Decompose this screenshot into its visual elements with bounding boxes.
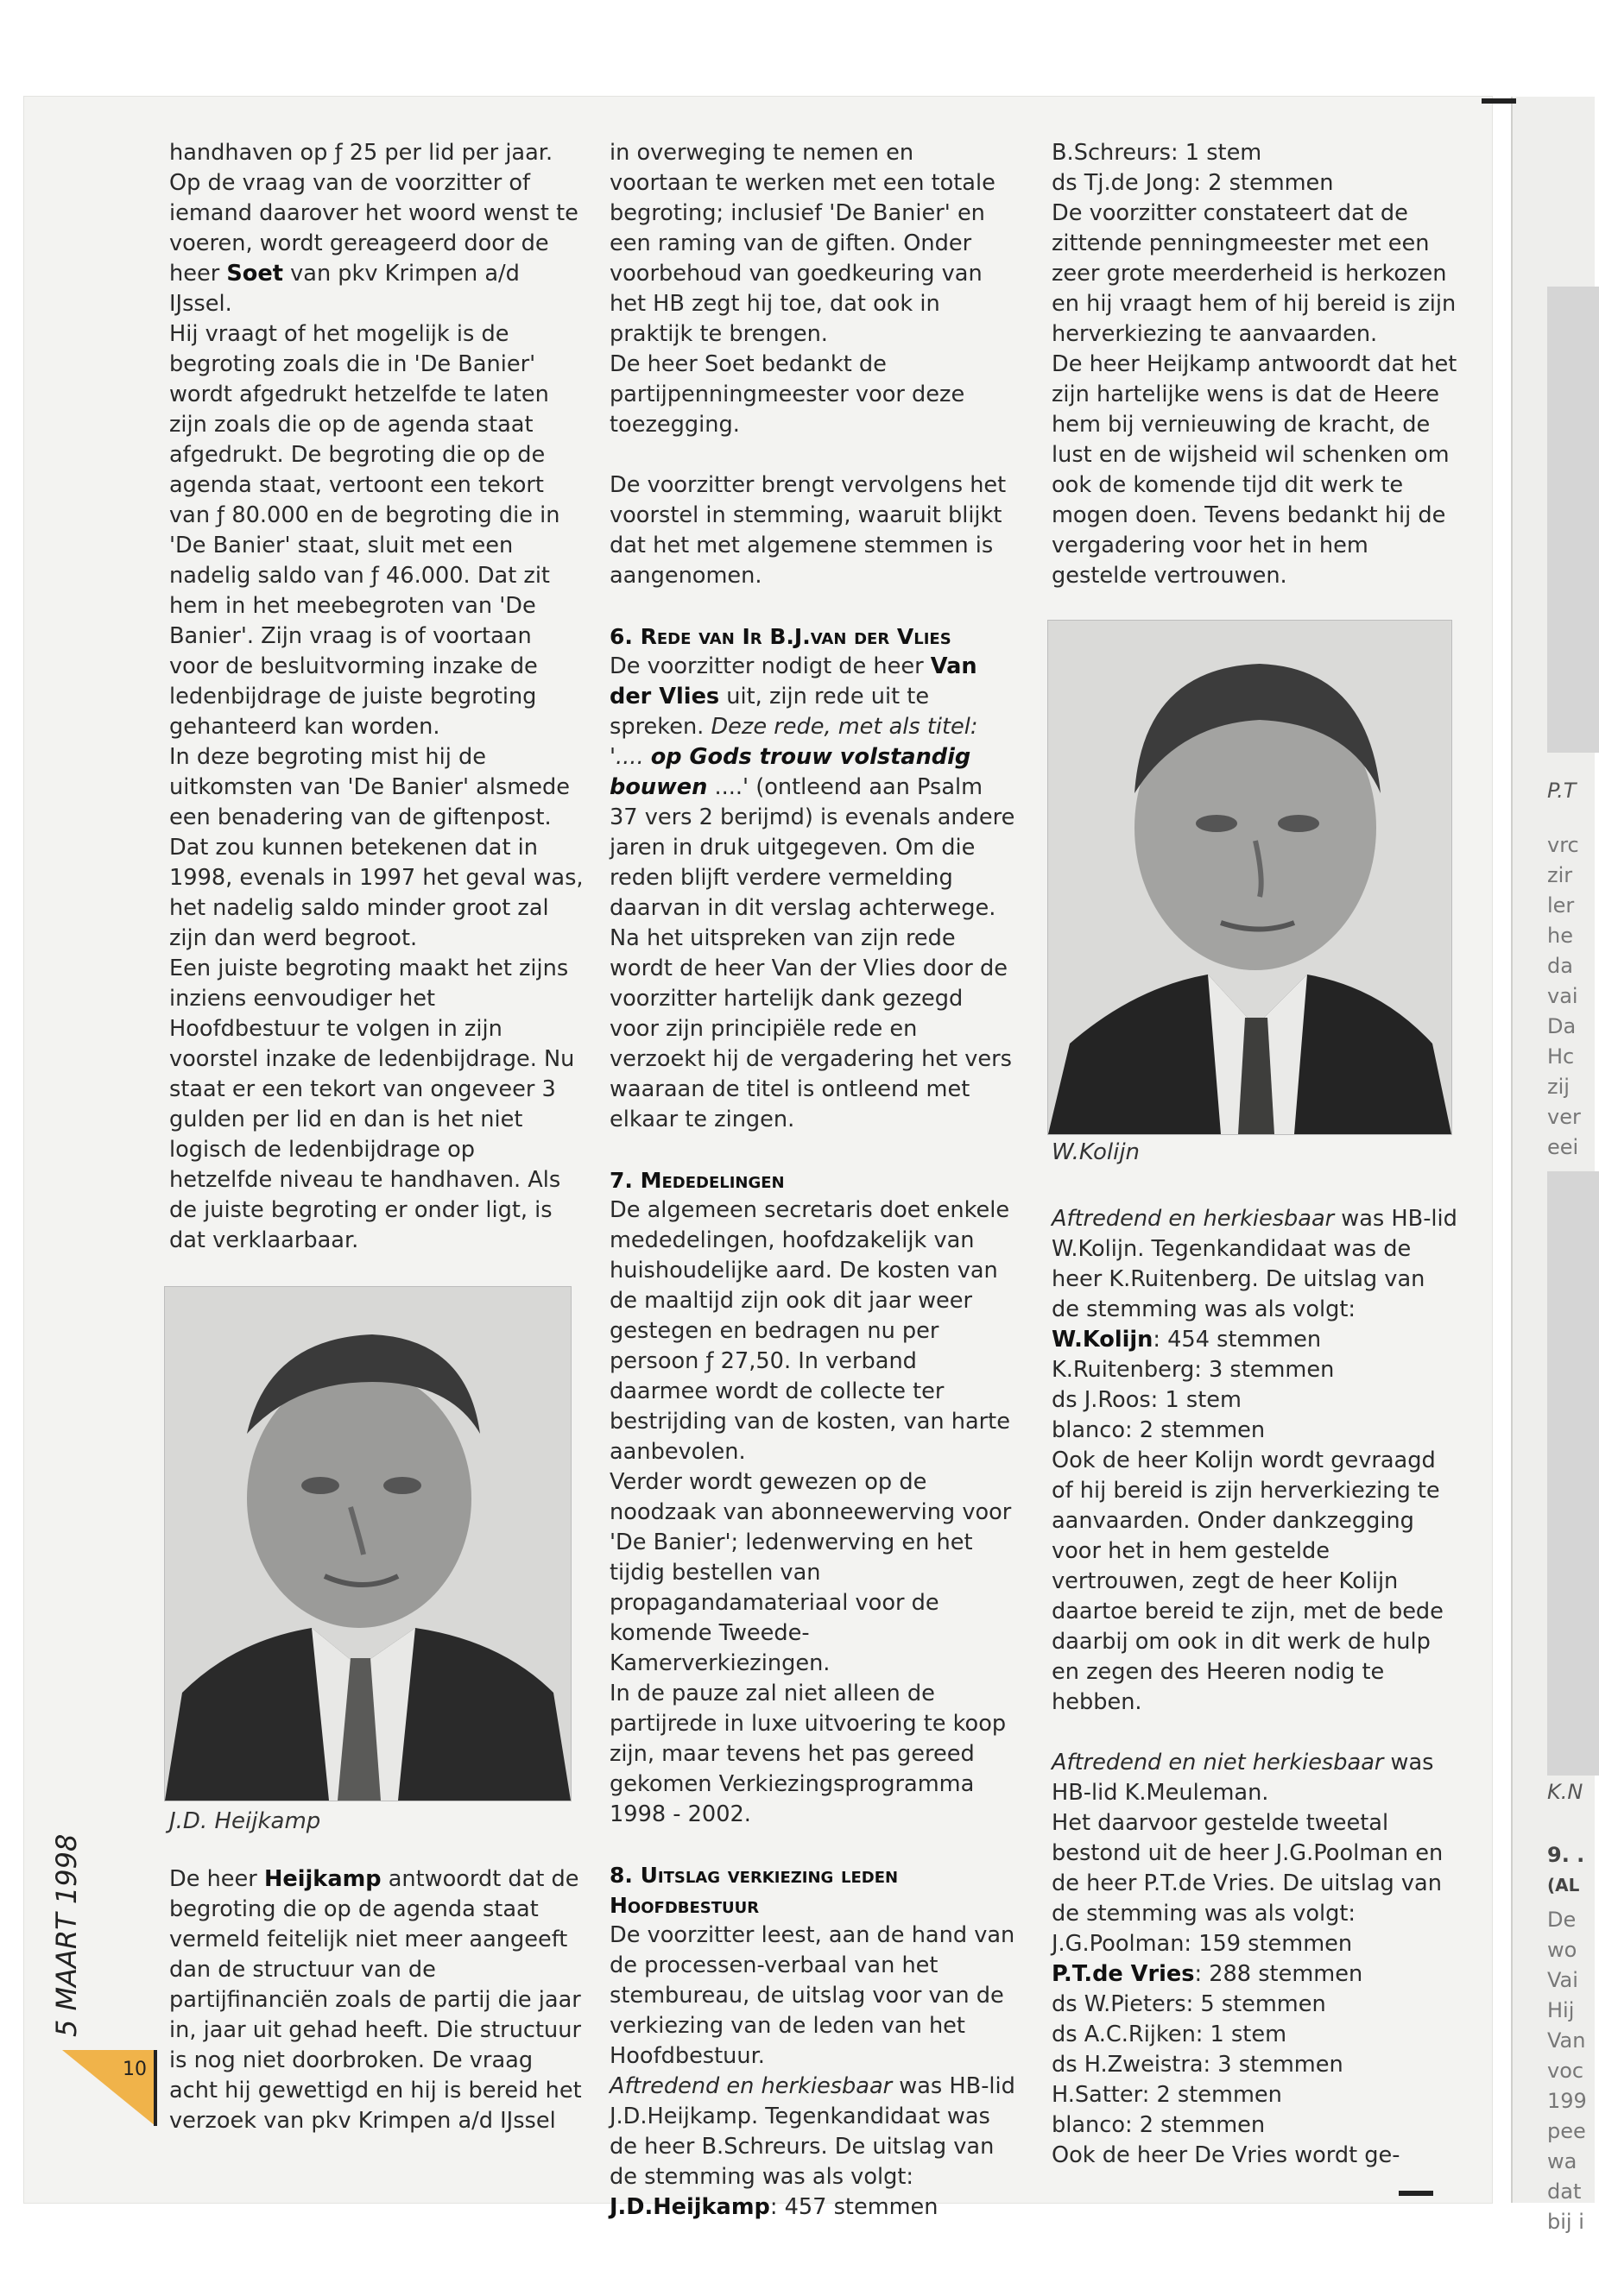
vote-result: J.G.Poolman: 159 stemmen: [1052, 1931, 1353, 1957]
paragraph: De voorzitter constateert dat de zittende penningmeester met een zeer grote meerderheid is herkozen en hij vraagt hem of hij bereid is zijn herverkiezing te aanvaarden.: [1052, 200, 1457, 347]
section-heading: 8. Uitslag verkiezing leden Hoofdbestuur: [610, 1863, 899, 1918]
next-page-text-fragment: Vai: [1547, 1968, 1578, 1992]
paragraph: Ook de heer Kolijn wordt gevraagd of hij bereid is zijn herverkiezing te aanvaarden. Onder dankzegging voor het in hem gestelde vertrouwen, zegt de heer Kolijn daartoe bereid te zijn, met de bede daarbij om ook in dit werk de hulp en zegen des Heeren nodig te hebben.: [1052, 1448, 1444, 1715]
paragraph: De algemeen secretaris doet enkele mededelingen, hoofdzakelijk van huishoudelijke aard. De kosten van de maaltijd zijn ook dit jaar weer gestegen en bedragen nu per persoon ƒ 27,50. In verband daarmee wordt de collecte ter bestrijding van de kosten, van harte aanbevolen.: [610, 1197, 1010, 1465]
text-column-1-bottom: [169, 1864, 584, 2136]
next-page-heading: 9. .: [1547, 1843, 1585, 1867]
issue-date: 5 MAART 1998: [50, 1833, 83, 2037]
next-page-text-fragment: De: [1547, 1908, 1577, 1932]
vote-result: B.Schreurs: 1 stem: [1052, 140, 1262, 166]
next-page-text-fragment: he: [1547, 924, 1573, 948]
portrait-photo-kolijn: [1047, 620, 1452, 1135]
vote-result: blanco: 2 stemmen: [1052, 1417, 1266, 1443]
paragraph: De heer Heijkamp antwoordt dat het zijn hartelijke wens is dat de Heere hem bij vernieuwing de kracht, de lust en de wijsheid wil schenken om ook de komende tijd dit werk te mogen doen. Tevens bedankt hij de vergadering voor het in hem gestelde vertrouwen.: [1052, 351, 1457, 589]
next-page-text-fragment: zir: [1547, 863, 1573, 887]
crop-mark: [1399, 2191, 1433, 2196]
text-column-1: [169, 138, 584, 1256]
photo-caption: J.D. Heijkamp: [169, 1808, 321, 1834]
vote-result: W.Kolijn: 454 stemmen: [1052, 1327, 1322, 1353]
paragraph: Een juiste begroting maakt het zijns inziens eenvoudiger het Hoofdbestuur te volgen in zijn voorstel inzake de ledenbijdrage. Nu staat er een tekort van ongeveer 3 gulden per lid en dan is het niet logisch de ledenbijdrage op hetzelfde niveau te handhaven. Als de juiste begroting er onder ligt, is dat verklaarbaar.: [169, 956, 575, 1253]
next-page-text-fragment: wa: [1547, 2149, 1577, 2173]
text-column-2: [610, 138, 1015, 2223]
next-page-text-fragment: Hij: [1547, 1998, 1575, 2022]
paragraph: In de pauze zal niet alleen de partijrede in luxe uitvoering te koop zijn, maar tevens het pas gereed gekomen Verkiezingsprogramma 1998 - 2002.: [610, 1681, 1007, 1827]
next-page-text-fragment: 199: [1547, 2089, 1587, 2113]
paragraph: De voorzitter nodigt de heer Van der Vlies uit, zijn rede uit te spreken. Deze rede, met als titel: '.... op Gods trouw volstandig bouwen ....' (ontleend aan Psalm 37 vers 2 berijmd) is evenals andere jaren in druk uitgegeven. Om die reden blijft verdere vermelding daarvan in dit verslag achterwege.: [610, 653, 1015, 921]
paragraph: handhaven op ƒ 25 per lid per jaar. Op de vraag van de voorzitter of iemand daarover het woord wenst te voeren, wordt gereageerd door de heer Soet van pkv Krimpen a/d IJssel.: [169, 140, 578, 317]
paragraph: Na het uitspreken van zijn rede wordt de heer Van der Vlies door de voorzitter hartelijk dank gezegd voor zijn principiële rede en verzoekt hij de vergadering het vers waaraan de titel is ontleend met elkaar te zingen.: [610, 925, 1012, 1132]
next-page-text-fragment: zij: [1547, 1075, 1570, 1099]
next-page-text-fragment: bij i: [1547, 2210, 1584, 2234]
crop-mark: [1482, 98, 1516, 104]
next-page-text-fragment: vrc: [1547, 833, 1579, 857]
next-page-text-fragment: Da: [1547, 1014, 1577, 1038]
paragraph: Aftredend en niet herkiesbaar was HB-lid K.Meuleman.: [1052, 1750, 1434, 1806]
vote-result: blanco: 2 stemmen: [1052, 2112, 1266, 2138]
text-column-3: [1052, 138, 1457, 591]
paragraph: Aftredend en herkiesbaar was HB-lid J.D.Heijkamp. Tegenkandidaat was de heer B.Schreurs. De uitslag van de stemming was als volgt:: [610, 2073, 1015, 2190]
next-page-photo: [1547, 1171, 1599, 1776]
photo-caption: W.Kolijn: [1052, 1139, 1141, 1165]
vote-result: ds J.Roos: 1 stem: [1052, 1387, 1242, 1413]
paragraph: Hij vraagt of het mogelijk is de begroting zoals die in 'De Banier' wordt afgedrukt hetzelfde te laten zijn zoals die op de agenda staat afgedrukt. De begroting die op de agenda staat, vertoont een tekort van ƒ 80.000 en de begroting die in 'De Banier' staat, sluit met een nadelig saldo van ƒ 46.000. Dat zit hem in het meebegroten van 'De Banier'. Zijn vraag is of voortaan voor de besluitvorming inzake de ledenbijdrage de juiste begroting gehanteerd kan worden.: [169, 321, 560, 740]
speaker-name: Heijkamp: [263, 1866, 382, 1892]
vote-result: ds W.Pieters: 5 stemmen: [1052, 1991, 1326, 2017]
paragraph: Verder wordt gewezen op de noodzaak van abonneewerving voor 'De Banier'; ledenwerving en het tijdig bestellen van propagandamateriaal voor de komende Tweede-Kamerverkiezingen.: [610, 1469, 1012, 1676]
paragraph: Het daarvoor gestelde tweetal bestond uit de heer J.G.Poolman en de heer P.T.de Vries. De uitslag van de stemming was als volgt:: [1052, 1810, 1444, 1927]
next-page-text-fragment: eei: [1547, 1135, 1579, 1159]
vote-result: ds Tj.de Jong: 2 stemmen: [1052, 170, 1334, 196]
vote-result: ds H.Zweistra: 3 stemmen: [1052, 2052, 1343, 2078]
speaker-name: Soet: [226, 261, 283, 287]
vote-result: P.T.de Vries: 288 stemmen: [1052, 1961, 1363, 1987]
speech-title: op Gods trouw volstandig bouwen: [610, 744, 971, 800]
next-page-text-fragment: vai: [1547, 984, 1578, 1008]
vote-result: ds A.C.Rijken: 1 stem: [1052, 2022, 1287, 2047]
paragraph: in overweging te nemen en voortaan te werken met een totale begroting; inclusief 'De Banier' en een raming van de giften. Onder voorbehoud van goedkeuring van het HB zegt hij toe, dat ook in praktijk te brengen.: [610, 140, 995, 347]
paragraph: De heer Heijkamp antwoordt dat de begroting die op de agenda staat vermeld feitelijk niet meer aangeeft dan de structuur van de partijfinanciën zoals de partij die jaar in, jaar uit gehad heeft. Die structuur is nog niet doorbroken. De vraag acht hij gewettigd en hij is bereid het verzoek van pkv Krimpen a/d IJssel: [169, 1866, 582, 2134]
next-page-text-fragment: dat: [1547, 2179, 1582, 2204]
next-page-text-fragment: voc: [1547, 2059, 1584, 2083]
next-page-text-fragment: pee: [1547, 2119, 1586, 2143]
next-page-text-fragment: Hc: [1547, 1044, 1575, 1069]
next-page-text-fragment: Van: [1547, 2028, 1586, 2053]
section-heading: 7. Mededelingen: [610, 1168, 785, 1193]
next-page-edge: [1511, 97, 1595, 2234]
vote-result: J.D.Heijkamp: 457 stemmen: [610, 2194, 939, 2220]
page-number: 10: [123, 2059, 147, 2080]
paragraph: De voorzitter brengt vervolgens het voorstel in stemming, waaruit blijkt dat het met algemene stemmen is aangenomen.: [610, 472, 1007, 589]
next-page-text-fragment: ver: [1547, 1105, 1581, 1129]
next-page-text-fragment: wo: [1547, 1938, 1577, 1962]
next-page-text-fragment: da: [1547, 954, 1573, 978]
text-column-3-bottom: [1052, 1204, 1457, 2171]
paragraph: In deze begroting mist hij de uitkomsten van 'De Banier' alsmede een benadering van de giftenpost. Dat zou kunnen betekenen dat in 1998, evenals in 1997 het geval was, het nadelig saldo minder groot zal zijn dan werd begroot.: [169, 744, 584, 951]
paragraph: Ook de heer De Vries wordt ge-: [1052, 2142, 1400, 2168]
next-page-photo: [1547, 287, 1599, 753]
paragraph: Aftredend en herkiesbaar was HB-lid W.Kolijn. Tegenkandidaat was de heer K.Ruitenberg. De uitslag van de stemming was als volgt:: [1052, 1206, 1457, 1322]
next-page-subheading: (AL: [1547, 1875, 1580, 1895]
paragraph: De voorzitter leest, aan de hand van de processen-verbaal van het stembureau, de uitslag voor van de verkiezing van de leden van het Hoofdbestuur.: [610, 1922, 1015, 2069]
vote-result: K.Ruitenberg: 3 stemmen: [1052, 1357, 1335, 1383]
vote-result: H.Satter: 2 stemmen: [1052, 2082, 1282, 2108]
portrait-photo-heijkamp: [164, 1286, 572, 1801]
next-page-text-fragment: ler: [1547, 893, 1575, 918]
next-page-caption: K.N: [1547, 1780, 1583, 1804]
next-page-caption: P.T: [1547, 779, 1577, 803]
paragraph: De heer Soet bedankt de partijpenningmeester voor deze toezegging.: [610, 351, 965, 438]
section-heading: 6. Rede van Ir B.J.van der Vlies: [610, 624, 951, 649]
speaker-name: Van der Vlies: [610, 653, 977, 710]
